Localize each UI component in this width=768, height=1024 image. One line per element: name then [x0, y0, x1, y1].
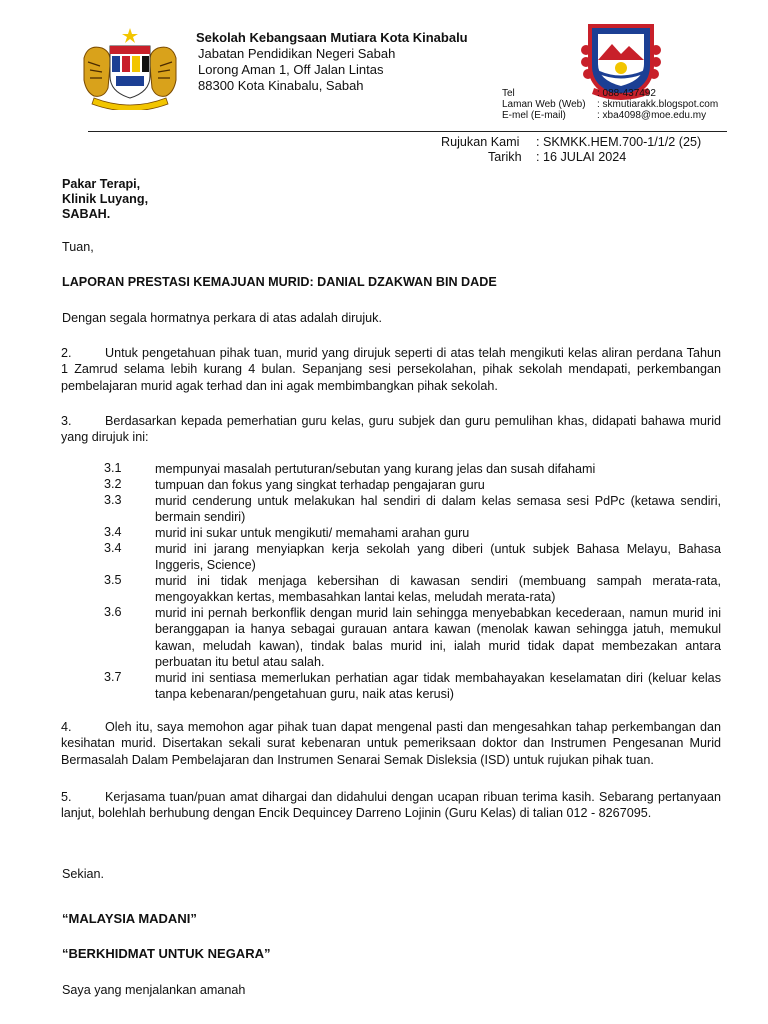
list-item-number: 3.3 — [104, 493, 122, 507]
school-name: Sekolah Kebangsaan Mutiara Kota Kinabalu — [196, 30, 468, 45]
paragraph-3-number: 3. — [61, 414, 72, 428]
paragraph-4-number: 4. — [61, 720, 72, 734]
list-item-number: 3.2 — [104, 477, 122, 491]
subject-line: LAPORAN PRESTASI KEMAJUAN MURID: DANIAL DZAKWAN BIN DADE — [62, 275, 497, 289]
date-label: Tarikh — [488, 150, 522, 164]
list-item-number: 3.1 — [104, 461, 122, 475]
recipient-line-2: Klinik Luyang, — [62, 192, 149, 206]
list-item-number: 3.4 — [104, 525, 122, 539]
paragraph-5 — [61, 789, 721, 822]
list-item-text: murid ini pernah berkonflik dengan murid lain sehingga menyebabkan kecederaan, namun murid ini beranggapan ia hanya sebagai gurauan antara kawan (menolak kawan sehingga jatuh, memukul kawan, meludah kawan), tindak balas murid ini, ialah murid tidak dapat membezakan antara perbuatan itu betul atau salah. — [155, 606, 721, 670]
paragraph-4 — [61, 719, 721, 768]
malaysia-coat-of-arms-icon — [78, 28, 182, 110]
salutation: Tuan, — [62, 240, 94, 254]
paragraph-2-text: Untuk pengetahuan pihak tuan, murid yang dirujuk seperti di atas telah mengikuti kelas aliran perdana Tahun 1 Zamrud selama lebih kurang 4 bulan. Sepanjang sesi persekolahan, pihak sekolah mendapati, perkembangan pembelajaran murid agak terhad dan ini agak membimbangkan pihak sekolah. — [61, 346, 721, 393]
paragraph-5-number: 5. — [61, 790, 72, 804]
list-item-text: murid ini sukar untuk mengikuti/ memahami arahan guru — [155, 526, 470, 540]
list-item-text: murid ini tidak menjaga kebersihan di kawasan sendiri (membuang sampah merata-rata, mengoyakkan kertas, membasahkan lantai kelas, meludah merata-rata) — [155, 574, 721, 605]
list-item-text: tumpuan dan fokus yang singkat terhadap pengajaran guru — [155, 478, 485, 492]
list-item-text: murid ini sentiasa memerlukan perhatian agar tidak membahayakan keselamatan diri (keluar kelas tanpa kebenaran/pengetahuan guru, naik atas kerusi) — [155, 671, 721, 702]
address-line-3: 88300 Kota Kinabalu, Sabah — [198, 78, 364, 93]
slogan-malaysia-madani: “MALAYSIA MADANI” — [62, 911, 197, 926]
list-item-text: murid ini jarang menyiapkan kerja sekolah yang diberi (untuk subjek Bahasa Melayu, Bahasa Inggeris, Science) — [155, 542, 721, 573]
recipient-line-3: SABAH. — [62, 207, 111, 221]
email-label: E-mel (E-mail) — [502, 110, 566, 121]
list-item-text: mempunyai masalah pertuturan/sebutan yang kurang jelas dan susah difahami — [155, 462, 596, 476]
paragraph-4-text: Oleh itu, saya memohon agar pihak tuan dapat mengenal pasti dan mengesahkan tahap perkembangan dan kesihatan murid. Disertakan sekali surat kebenaran untuk pemeriksaan doktor dan Instrumen Pengesanan Murid Bermasalah Dalam Pembelajaran dan Instrumen Senarai Semak Disleksia (ISD) untuk rujukan pihak tuan. — [61, 720, 721, 767]
slogan-berkhidmat: “BERKHIDMAT UNTUK NEGARA” — [62, 946, 271, 961]
address-line-1: Jabatan Pendidikan Negeri Sabah — [198, 46, 396, 61]
tel-label: Tel — [502, 88, 515, 99]
paragraph-3-text: Berdasarkan kepada pemerhatian guru kelas, guru subjek dan guru pemulihan khas, didapati bahawa murid yang dirujuk ini: — [61, 414, 721, 445]
email-value[interactable]: : xba4098@moe.edu.my — [597, 110, 707, 121]
paragraph-2-number: 2. — [61, 346, 72, 360]
address-line-2: Lorong Aman 1, Off Jalan Lintas — [198, 62, 384, 77]
list-item-text: murid cenderung untuk melakukan hal sendiri di dalam kelas semasa sesi PdPc (ketawa sendiri, bermain sendiri) — [155, 494, 721, 525]
sign-off: Saya yang menjalankan amanah — [62, 983, 246, 997]
list-item-number: 3.6 — [104, 605, 122, 619]
paragraph-2 — [61, 345, 721, 394]
closing: Sekian. — [62, 867, 105, 881]
web-value[interactable]: : skmutiarakk.blogspot.com — [597, 99, 719, 110]
intro-paragraph: Dengan segala hormatnya perkara di atas adalah dirujuk. — [62, 311, 382, 325]
list-item-number: 3.4 — [104, 541, 122, 555]
recipient-line-1: Pakar Terapi, — [62, 177, 141, 191]
paragraph-3 — [61, 413, 721, 446]
list-item-number: 3.7 — [104, 670, 122, 684]
paragraph-5-text: Kerjasama tuan/puan amat dihargai dan didahului dengan ucapan ribuan terima kasih. Sebarang pertanyaan lanjut, bolehlah berhubung dengan Encik Dequincey Darreno Lojinin (Guru Kelas) di talian 012 - 8267095. — [61, 790, 721, 821]
header-divider — [88, 131, 727, 132]
web-label: Laman Web (Web) — [502, 99, 586, 110]
list-item-number: 3.5 — [104, 573, 122, 587]
date-value: : 16 JULAI 2024 — [536, 150, 627, 164]
ref-label: Rujukan Kami — [441, 135, 520, 149]
tel-value: : 088-437492 — [597, 88, 656, 99]
ref-value: : SKMKK.HEM.700-1/1/2 (25) — [536, 135, 702, 149]
